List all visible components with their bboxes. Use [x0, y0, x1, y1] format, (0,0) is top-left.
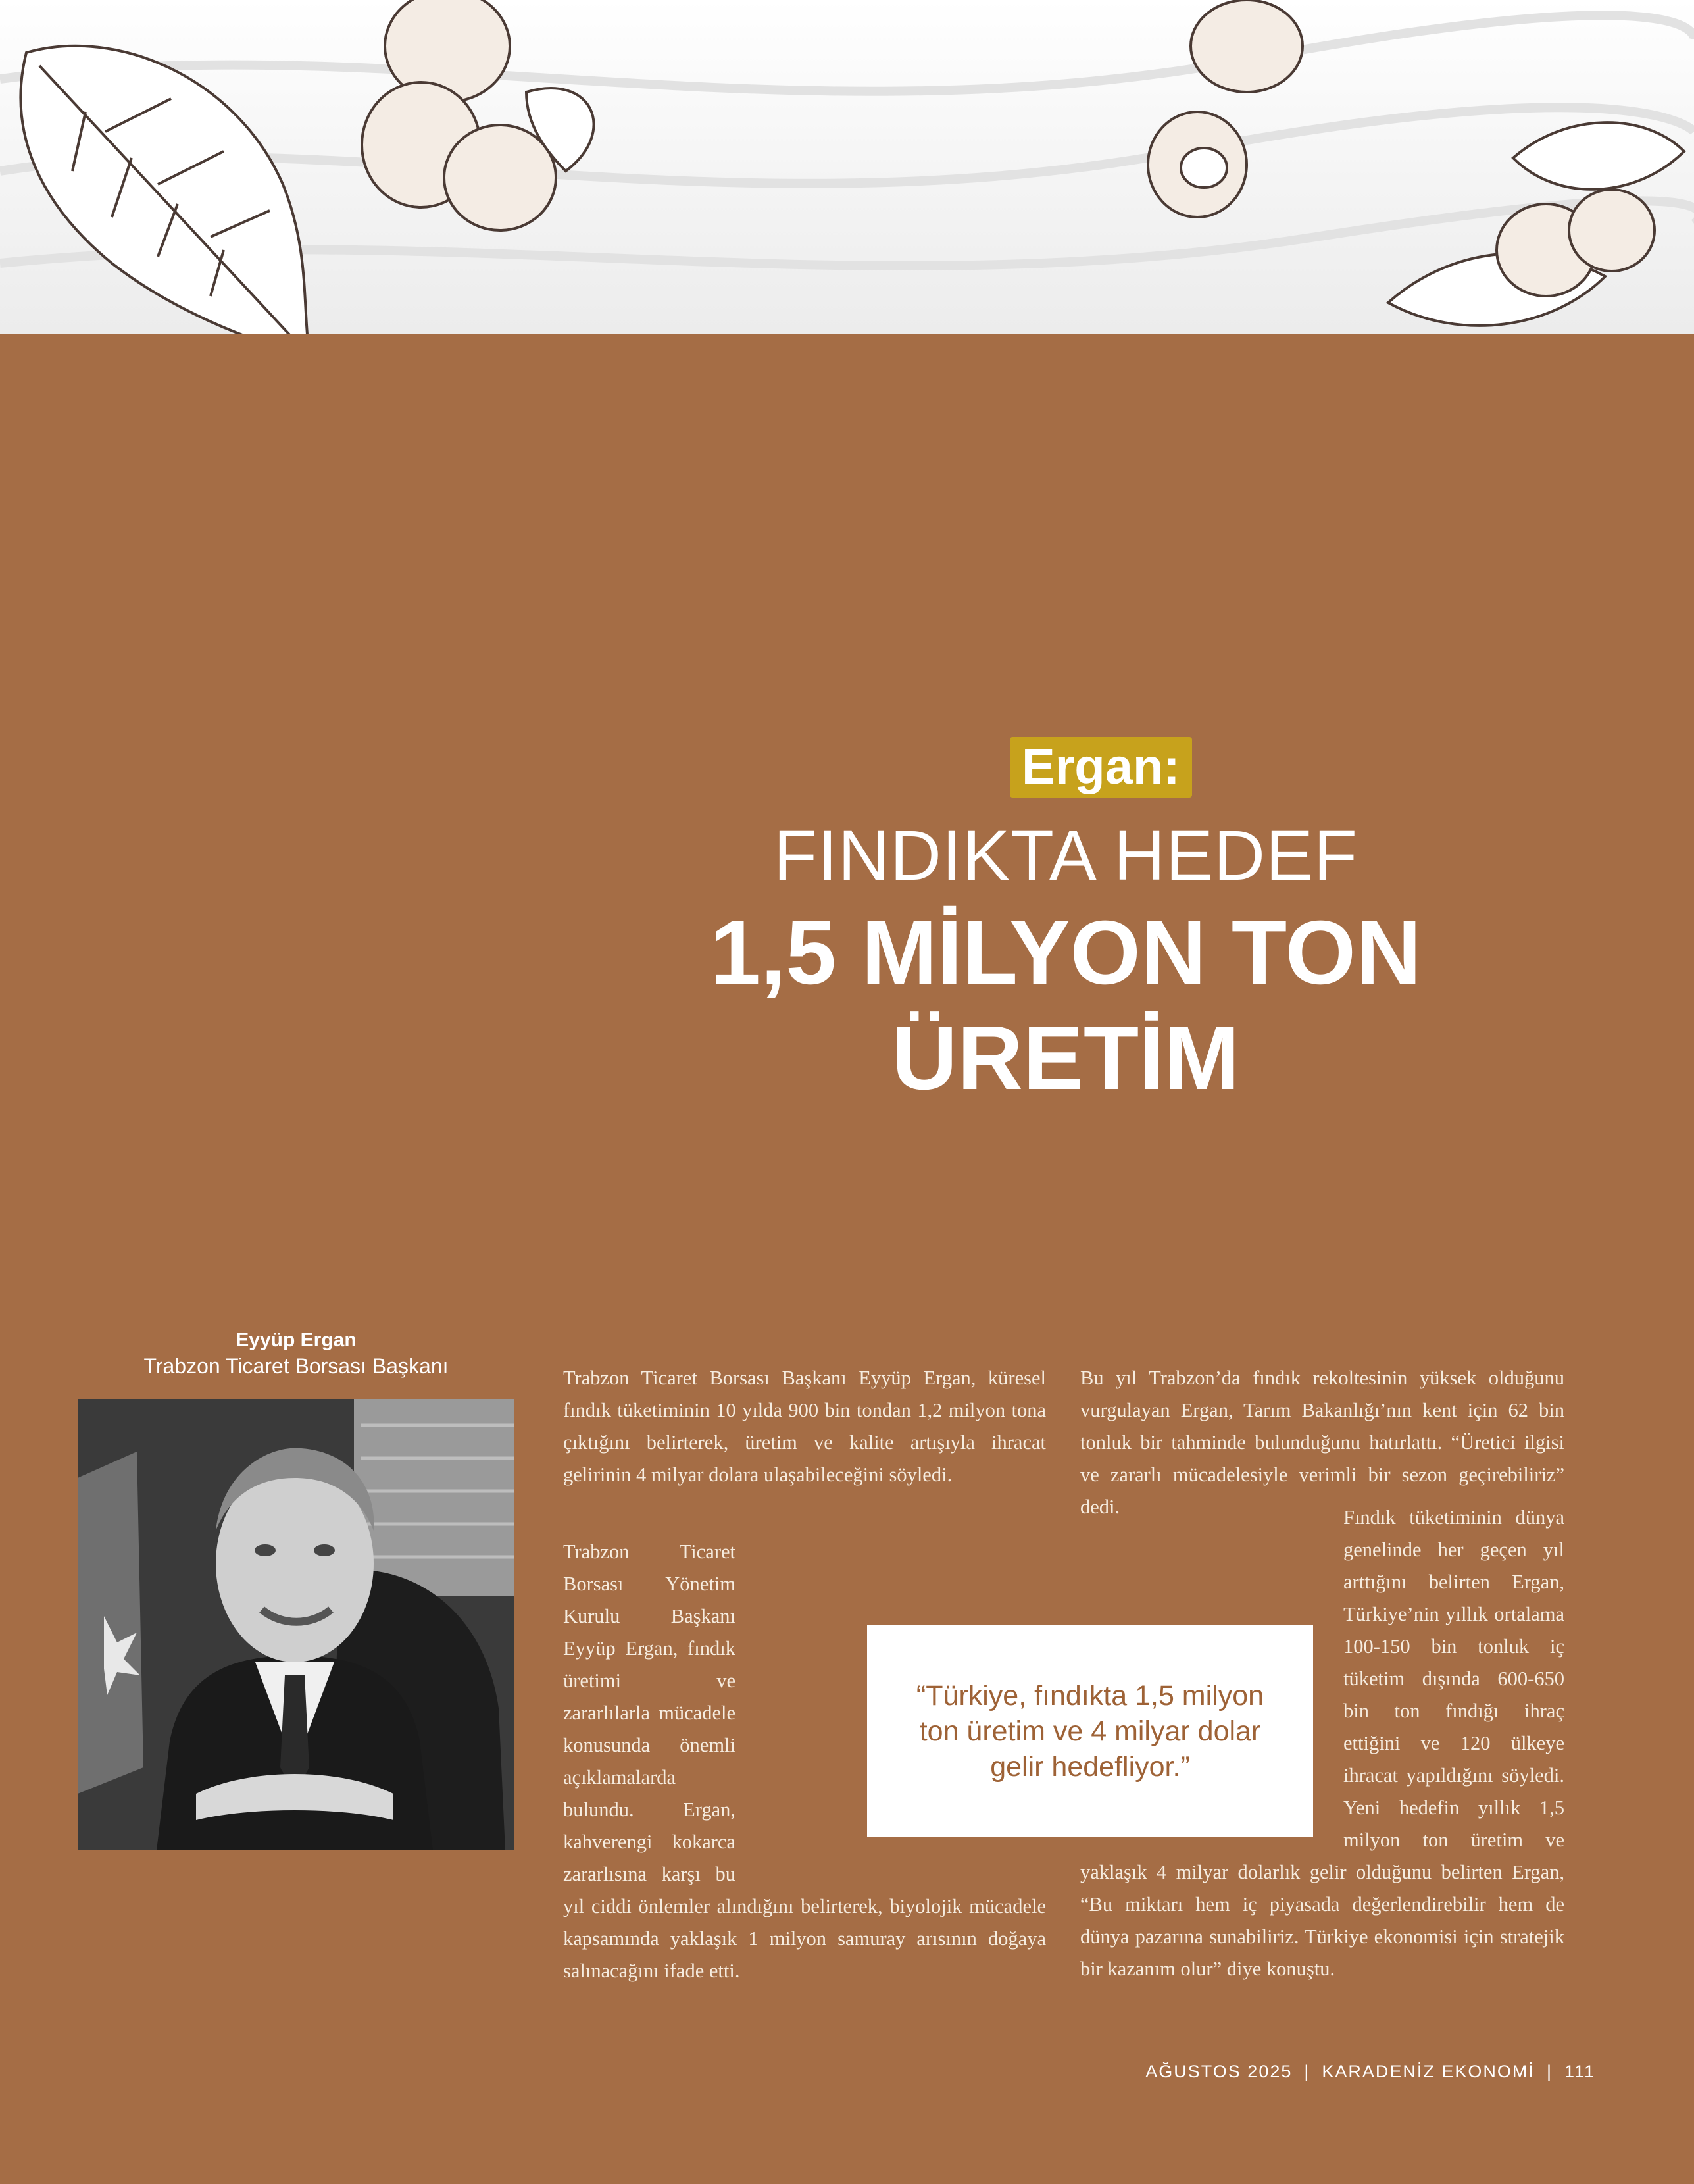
headline-line-2: 1,5 MİLYON TON: [710, 902, 1422, 1003]
headline-line-1: FINDIKTA HEDEF: [773, 815, 1358, 895]
paragraph-intro: Trabzon Ticaret Borsası Başkanı Eyyüp Ergan, küresel fındık tüketiminin 10 yılda 900 bin tondan 1,2 milyon tona çıktığını belirterek, üretim ve kalite artışıyla ihracat gelirinin 4 milyar dolara ulaşabileceğini söyledi.: [563, 1367, 1046, 1486]
headline-kicker: Ergan:: [1010, 737, 1192, 798]
footer-page-number: 111: [1564, 2062, 1595, 2081]
footer-separator: |: [1304, 2062, 1310, 2081]
page-footer: [1145, 2060, 1595, 2083]
article-paragraph-4: [1080, 1502, 1564, 1985]
headline-line-3: ÜRETİM: [891, 1007, 1240, 1109]
pull-quote-spacer: [1080, 1598, 1343, 1856]
article-paragraph-3: [1080, 1362, 1564, 1523]
pull-quote-text: “Türkiye, fındıkta 1,5 milyon ton üretim ve 4 milyar dolar gelir hedefliyor.”: [916, 1680, 1264, 1783]
paragraph-4: Fındık tüketiminin dünya genelinde her geçen yıl arttığını belirten Ergan, Türkiye’nin yıllık ortalama 100-150 bin tonluk iç tüketim dışında 600-650 bin ton fındığı ihraç ettiğini ve 120 ülkeye ihracat yapıldığını söyledi. Yeni hedefin yıllık 1,5 milyon ton üretim ve yaklaşık 4 milyar dolarlık gelir olduğunu belirten Ergan, “Bu miktarı hem iç piyasada değerlendirebilir hem de dünya pazarına sunabiliriz. Türkiye ekonomisi için stratejik bir kazanım olur” diye konuştu.: [1080, 1506, 1564, 1980]
paragraph-2: Trabzon Ticaret Borsası Yönetim Kurulu Başkanı Eyyüp Ergan, fındık üretimi ve zararlılarla mücadele konusunda önemli açıklamalarda bulundu. Ergan, kahverengi kokarca zararlısına karşı bu yıl ciddi önlemler alındığını belirterek, biyolojik mücadele kapsamında yaklaşık 1 milyon samuray arısının doğaya salınacağını ifade etti.: [563, 1540, 1046, 1982]
footer-issue-date: AĞUSTOS 2025: [1145, 2062, 1293, 2081]
portrait-photo: [78, 1399, 514, 1850]
photo-caption-name: Eyyüp Ergan: [236, 1329, 357, 1351]
footer-separator: |: [1546, 2062, 1553, 2081]
hazelnut-illustration: [0, 0, 1694, 334]
decorative-header-band: [0, 0, 1694, 334]
footer-magazine-name: KARADENİZ EKONOMİ: [1322, 2062, 1535, 2081]
article-paragraph-1: [563, 1362, 1046, 1491]
portrait-image: [78, 1399, 514, 1850]
photo-caption-role: Trabzon Ticaret Borsası Başkanı: [143, 1354, 449, 1378]
paragraph-3: Bu yıl Trabzon’da fındık rekoltesinin yüksek olduğunu vurgulayan Ergan, Tarım Bakanlığı’nın kent için 62 bin tonluk bir tahminde bulunduğunu hatırlattı. “Üretici ilgisi ve zararlı mücadelesiyle verimli bir sezon geçirebiliriz” dedi.: [1080, 1367, 1564, 1518]
